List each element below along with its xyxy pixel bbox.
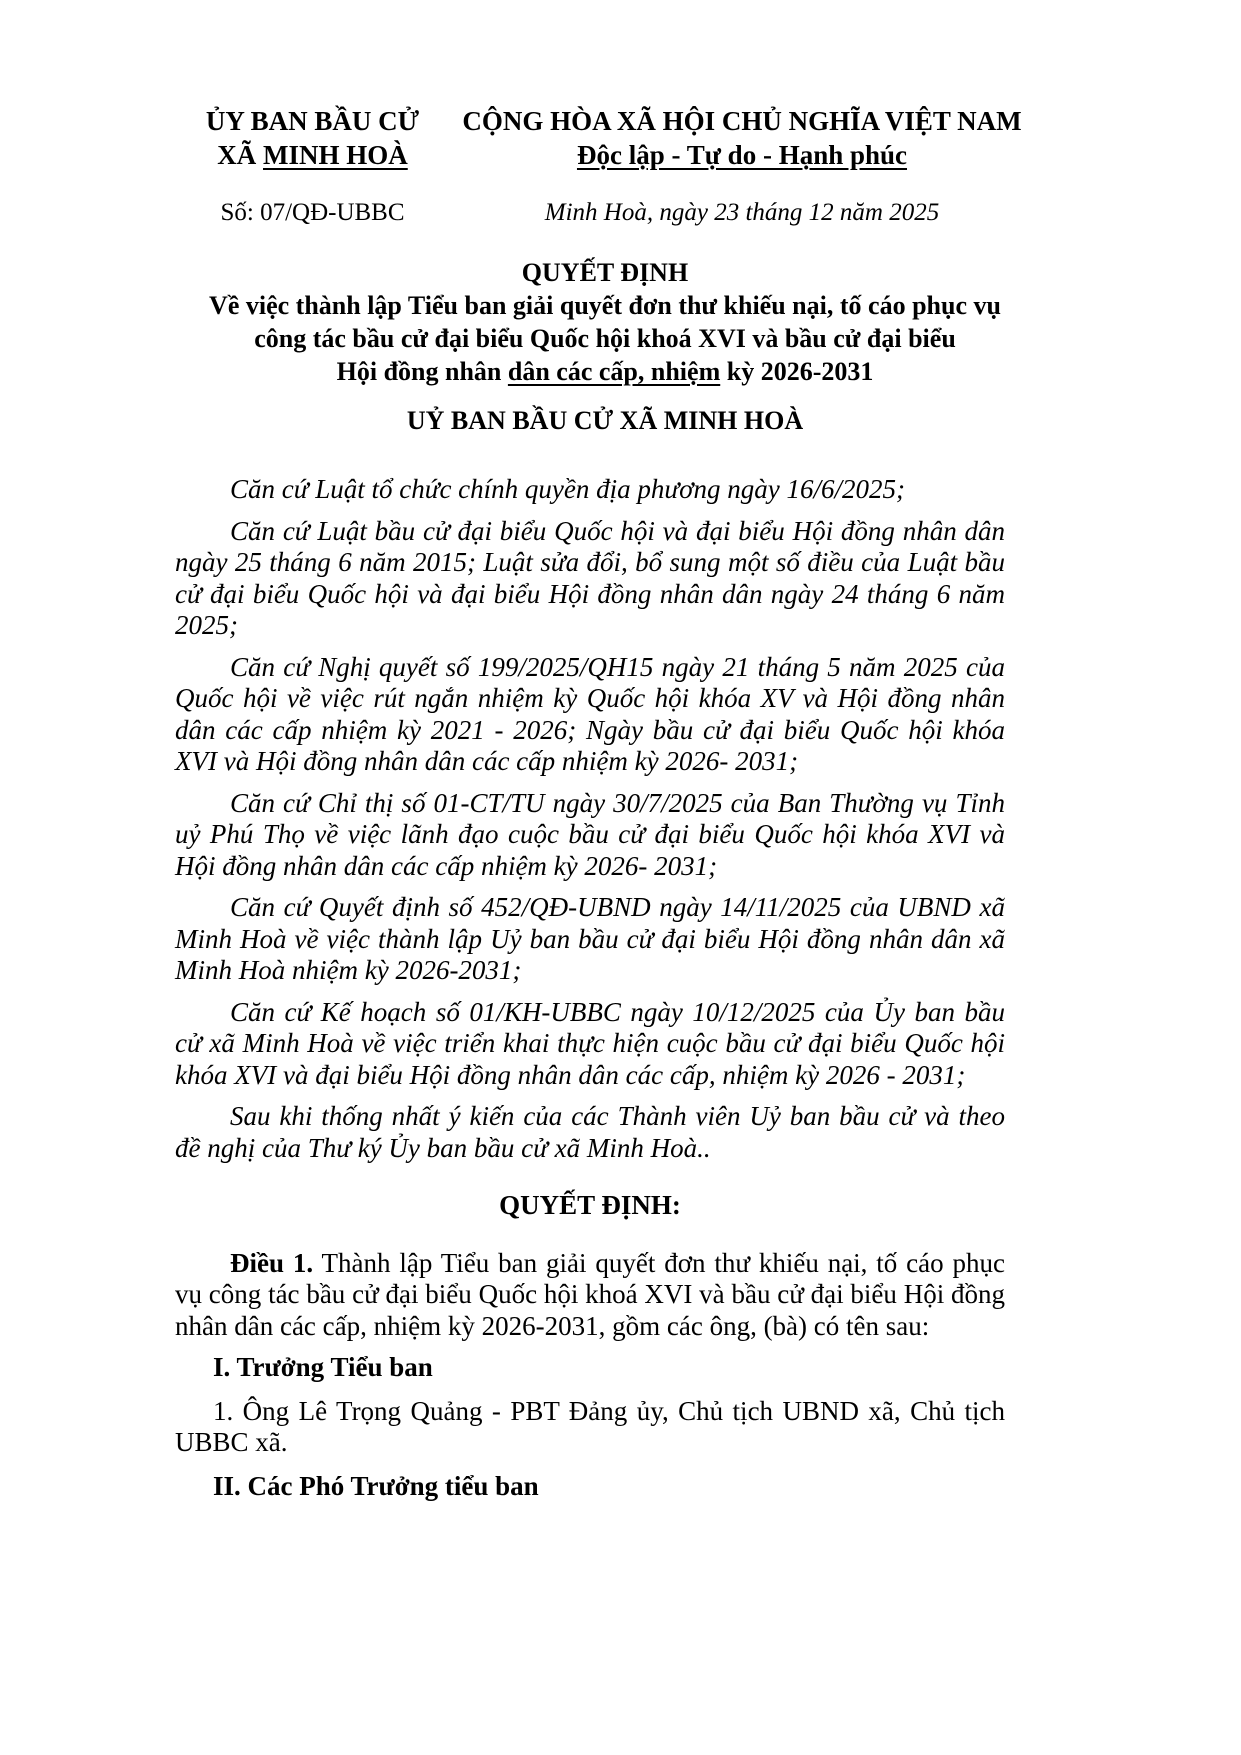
article-1: [175, 1248, 1005, 1343]
issuing-authority: [175, 104, 450, 172]
document-title: [175, 256, 1035, 388]
title-subject-line-2: công tác bầu cử đại biểu Quốc hội khoá XVI và bầu cử đại biểu: [254, 324, 956, 353]
authority-line-2-underlined: MINH HOÀ: [263, 140, 408, 170]
motto-text: Độc lập - Tự do - Hạnh phúc: [576, 140, 908, 170]
article-1-text: Thành lập Tiểu ban giải quyết đơn thư khiếu nại, tố cáo phục vụ công tác bầu cử đại biểu Quốc hội khoá XVI và bầu cử đại biểu Hội đồng nhân dân các cấp, nhiệm kỳ 2026-2031, gồm các ông, (bà) có tên sau:: [175, 1247, 1006, 1341]
legal-basis-5: Căn cứ Quyết định số 452/QĐ-UBND ngày 14/11/2025 của UBND xã Minh Hoà về việc thành lập Uỷ ban bầu cử đại biểu Hội đồng nhân dân xã Minh Hoà nhiệm kỳ 2026-2031;: [175, 892, 1005, 985]
country-name: CỘNG HÒA XÃ HỘI CHỦ NGHĨA VIỆT NAM: [462, 106, 1022, 136]
legal-basis-4: Căn cứ Chỉ thị số 01-CT/TU ngày 30/7/2025 của Ban Thường vụ Tỉnh uỷ Phú Thọ về việc lãnh đạo cuộc bầu cử đại biểu Quốc hội khóa XVI và Hội đồng nhân dân các cấp nhiệm kỳ 2026- 2031;: [175, 787, 1005, 881]
subject-line-3-underlined: dân các cấp, nhiệm: [507, 357, 721, 386]
issuer-heading: UỶ BAN BẦU CỬ XÃ MINH HOÀ: [406, 406, 804, 435]
subject-line-3-part-a: Hội đồng nhân: [336, 357, 508, 386]
document-header: [175, 104, 1035, 194]
place-date: Minh Hoà, ngày 23 tháng 12 năm 2025: [544, 199, 940, 226]
national-motto: [457, 104, 1027, 172]
document-body: [175, 474, 1005, 1514]
section-1-item-1: 1. Ông Lê Trọng Quảng - PBT Đảng ủy, Chủ tịch UBND xã, Chủ tịch UBBC xã.: [175, 1395, 1005, 1457]
legal-basis-6: Căn cứ Kế hoạch số 01/KH-UBBC ngày 10/12/2025 của Ủy ban bầu cử xã Minh Hoà về việc triển khai thực hiện cuộc bầu cử đại biểu Quốc hội khóa XVI và đại biểu Hội đồng nhân dân các cấp, nhiệm kỳ 2026 - 2031;: [175, 996, 1005, 1090]
legal-basis-1: Căn cứ Luật tổ chức chính quyền địa phương ngày 16/6/2025;: [230, 474, 905, 504]
title-subject-line-3: [175, 355, 1035, 388]
section-2-heading: II. Các Phó Trưởng tiểu ban: [213, 1470, 539, 1501]
legal-basis-3: Căn cứ Nghị quyết số 199/2025/QH15 ngày 21 tháng 5 năm 2025 của Quốc hội về việc rút ngắn nhiệm kỳ Quốc hội khóa XV và Hội đồng nhân dân các cấp nhiệm kỳ 2021 - 2026; Ngày bầu cử đại biểu Quốc hội khóa XVI và Hội đồng nhân dân các cấp nhiệm kỳ 2026- 2031;: [175, 651, 1005, 776]
authority-line-2-prefix: XÃ: [217, 140, 263, 170]
authority-line-2: [175, 138, 450, 172]
authority-line-1: ỦY BAN BẦU CỬ: [205, 106, 420, 136]
article-1-label: Điều 1.: [230, 1247, 314, 1278]
title-subject-line-1: Về việc thành lập Tiểu ban giải quyết đơn thư khiếu nại, tố cáo phục vụ: [209, 291, 1001, 320]
section-1-heading: I. Trưởng Tiểu ban: [213, 1352, 433, 1382]
decision-heading: QUYẾT ĐỊNH:: [499, 1190, 681, 1220]
motto-line: [457, 138, 1027, 172]
document-number: Số: 07/QĐ-UBBC: [220, 199, 405, 226]
legal-basis-7: Sau khi thống nhất ý kiến của các Thành viên Uỷ ban bầu cử và theo đề nghị của Thư ký Ủy ban bầu cử xã Minh Hoà..: [175, 1101, 1005, 1163]
subject-line-3-part-c: kỳ 2026-2031: [720, 357, 874, 386]
legal-basis-2: Căn cứ Luật bầu cử đại biểu Quốc hội và đại biểu Hội đồng nhân dân ngày 25 tháng 6 năm 2015; Luật sửa đổi, bổ sung một số điều của Luật bầu cử đại biểu Quốc hội và đại biểu Hội đồng nhân dân ngày 24 tháng 6 năm 2025;: [175, 515, 1005, 640]
title-heading: QUYẾT ĐỊNH: [521, 258, 689, 287]
